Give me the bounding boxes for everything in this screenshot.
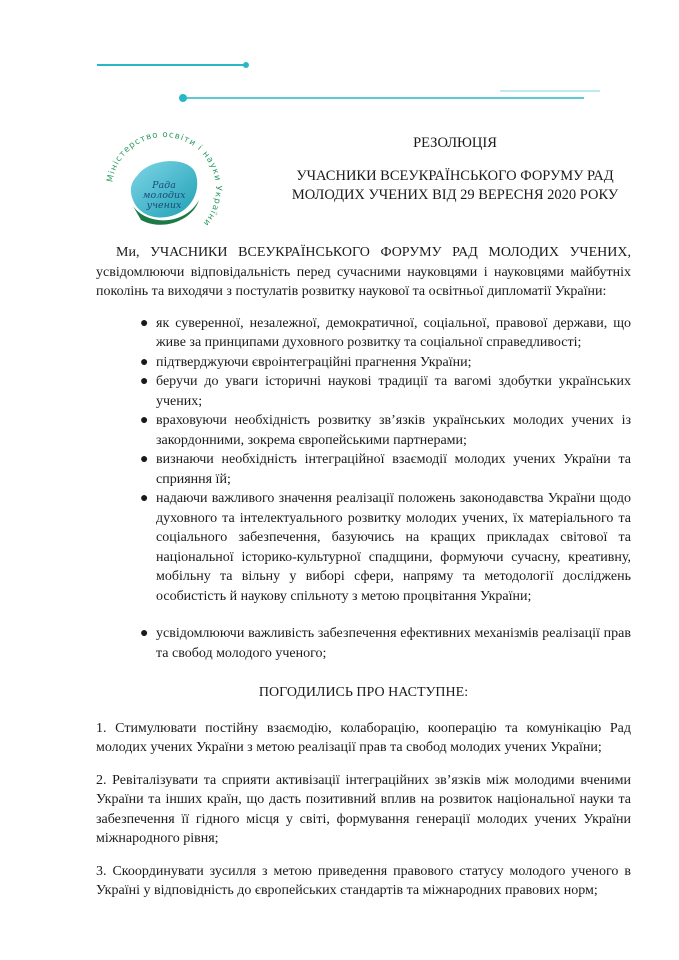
top-decor-line-short: [97, 64, 245, 66]
title-line-2: МОЛОДИХ УЧЕНИХ ВІД 29 ВЕРЕСНЯ 2020 РОКУ: [291, 187, 619, 203]
logo-center-text: Рада: [152, 180, 176, 191]
document-header: [270, 134, 640, 205]
bullet-icon: ●: [140, 452, 149, 467]
top-decor-line-long: [186, 97, 584, 99]
bullet-item: ● визнаючи необхідність інтеграційної взаємодії молодих учених України та сприяння їй;: [140, 452, 631, 487]
council-logo: [103, 128, 225, 250]
numbered-item-3: 3. Скоординувати зусилля з метою приведення правового статусу молодого ученого в Україні у відповідність до європейських стандартів та міжнародних правових норм;: [96, 863, 631, 898]
agreed-heading: ПОГОДИЛИСЬ ПРО НАСТУПНЕ:: [258, 685, 469, 700]
bullet-icon: ●: [140, 626, 149, 641]
logo-ring-text: Міністерство освіти і науки України: [105, 129, 224, 229]
intro-paragraph: Ми, УЧАСНИКИ ВСЕУКРАЇНСЬКОГО ФОРУМУ РАД МОЛОДИХ УЧЕНИХ, усвідомлюючи відповідальність перед сучасними науковцями і науковцями майбутніх поколінь та виходячи з постулатів розвитку наукової та освітньої дипломатії України:: [96, 245, 631, 299]
bullet-icon: ●: [140, 315, 149, 331]
top-decor-dot-1: [243, 62, 249, 68]
bullet-item: ● підтверджуючи євроінтеграційні прагнення України;: [96, 353, 631, 373]
bullet-item: ● надаючи важливого значення реалізації положень законодавства України щодо духовного та інтелектуального розвитку молодих учених, їх матеріального та соціального забезпечення, базуючись на кращих прикладах світової та національної історико-культурної спадщини, формуючи сучасну, креативну, мобільну та вільну у виборі сфери, напряму та методології досліджень особистість й наукову спільноту з метою процвітання України;: [140, 491, 631, 604]
bullet-icon: ●: [140, 491, 149, 506]
svg-text:учених: учених: [146, 200, 182, 211]
numbered-item-2: 2. Ревіталізувати та сприяти активізації інтеграційних зв’язків між молодими вченими України та інших країн, що дасть позитивний вплив на розвиток національної науки та забезпечення її гідного місця у світі, формування генерації молодих учених України міжнародного рівня;: [96, 772, 631, 846]
top-decor-dot-2: [179, 94, 187, 102]
document-body: [96, 243, 631, 914]
bullet-icon: ●: [140, 374, 149, 389]
title-line-1: УЧАСНИКИ ВСЕУКРАЇНСЬКОГО ФОРУМУ РАД: [296, 168, 614, 184]
bullet-item: ● як суверенної, незалежної, демократичної, соціальної, правової держави, що живе за принципами духовного розвитку та соціальної справедливості;: [140, 315, 631, 350]
bullet-list: [96, 314, 631, 664]
bullet-item: ● враховуючи необхідність розвитку зв’язків українських молодих учених із закордонними, зокрема європейськими партнерами;: [140, 413, 631, 448]
resolution-title: РЕЗОЛЮЦІЯ: [413, 135, 497, 151]
numbered-item-1: 1. Стимулювати постійну взаємодію, колаборацію, кооперацію та комунікацію Рад молодих учених України з метою реалізації прав та свобод молодих учених України;: [96, 720, 631, 755]
bullet-icon: ●: [140, 354, 149, 370]
bullet-item: ● беручи до уваги історичні наукові традиції та вагомі здобутки українських учених;: [140, 374, 631, 409]
top-decor-line-right: [500, 90, 600, 92]
bullet-icon: ●: [140, 413, 149, 428]
bullet-item: ● усвідомлюючи важливість забезпечення ефективних механізмів реалізації прав та свобод молодого ученого;: [140, 626, 631, 661]
svg-text:молодих: молодих: [142, 190, 186, 201]
